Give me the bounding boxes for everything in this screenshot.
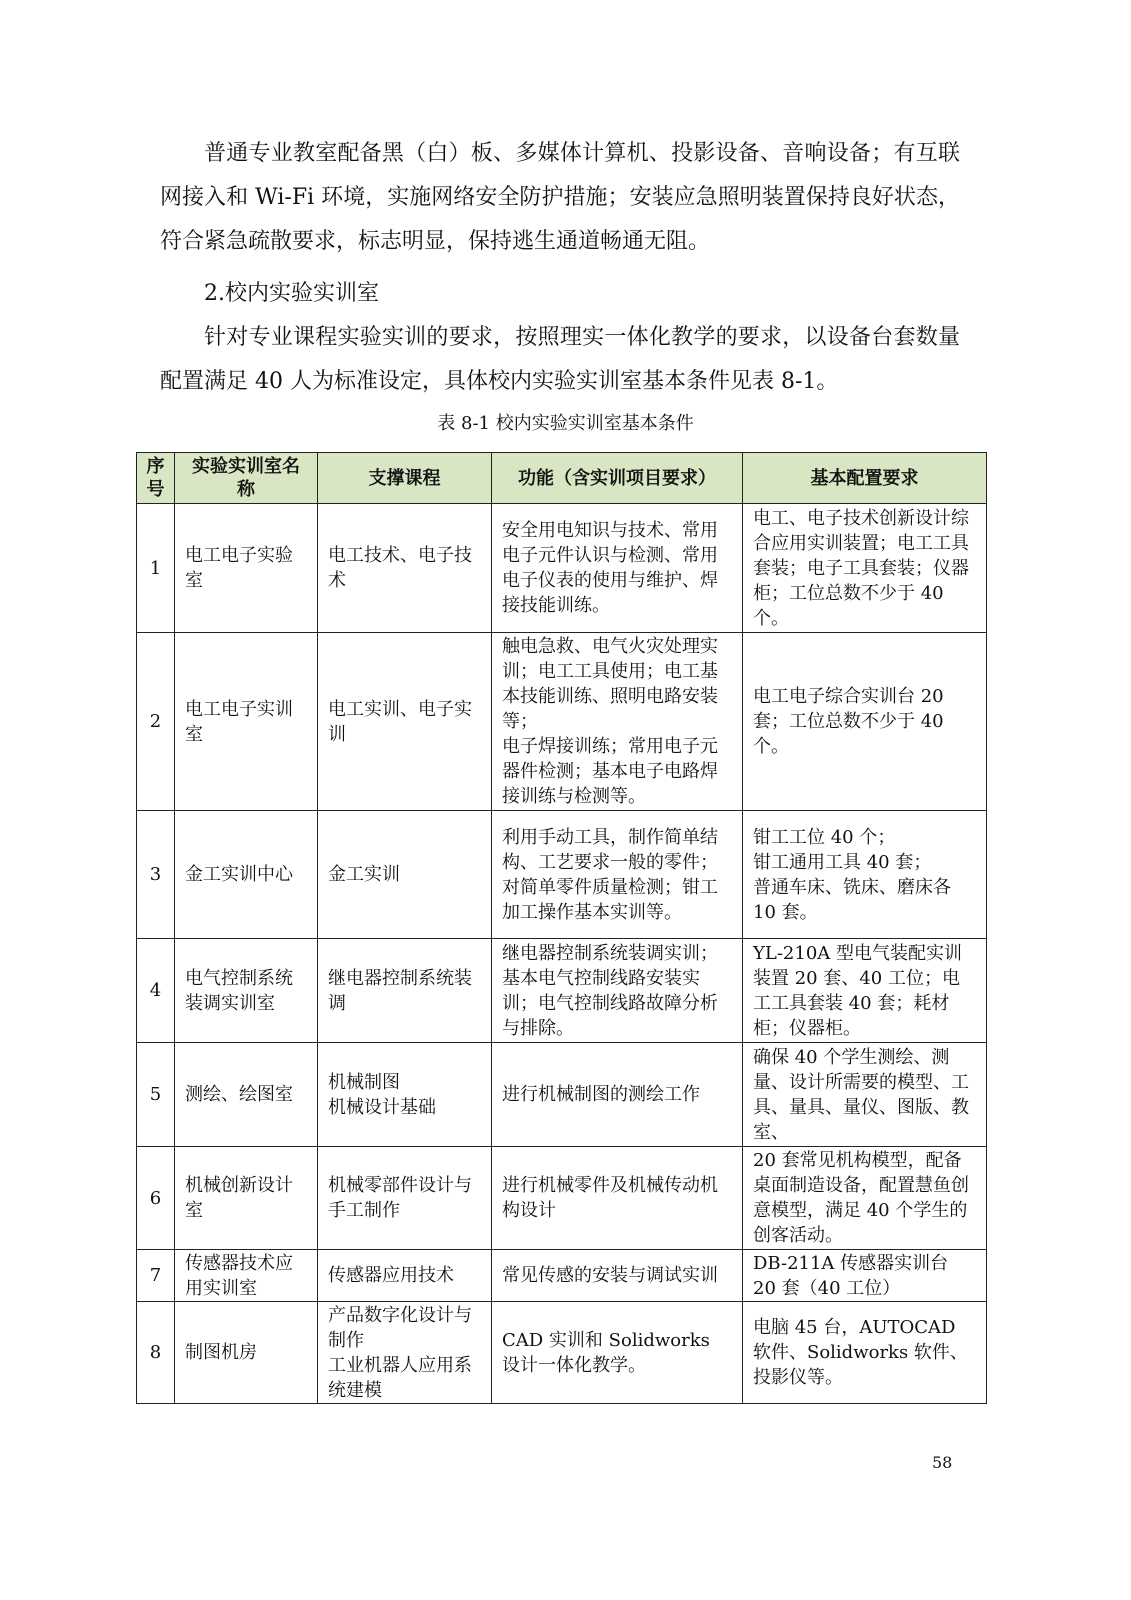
cell-course: 产品数字化设计与制作 工业机器人应用系统建模 <box>318 1302 492 1404</box>
cell-function: 触电急救、电气火灾处理实训；电工工具使用；电工基本技能训练、照明电路安装等； 电子焊接训练；常用电子元器件检测；基本电子电路焊接训练与检测等。 <box>492 633 743 811</box>
cell-lab-name: 测绘、绘图室 <box>175 1043 318 1147</box>
cell-lab-name: 机械创新设计室 <box>175 1147 318 1250</box>
cell-config: 电工电子综合实训台 20 套；工位总数不少于 40 个。 <box>743 633 987 811</box>
cell-function: 进行机械零件及机械传动机构设计 <box>492 1147 743 1250</box>
header-course: 支撑课程 <box>318 453 492 504</box>
cell-function: 常见传感的安装与调试实训 <box>492 1250 743 1302</box>
cell-function: CAD 实训和 Solidworks 设计一体化教学。 <box>492 1302 743 1404</box>
cell-lab-name: 制图机房 <box>175 1302 318 1404</box>
table-row <box>137 1250 987 1302</box>
page-number: 58 <box>932 1453 953 1472</box>
cell-no: 7 <box>137 1250 175 1302</box>
cell-no: 1 <box>137 504 175 633</box>
cell-course: 金工实训 <box>318 811 492 939</box>
paragraph-lab-intro: 针对专业课程实验实训的要求，按照理实一体化教学的要求，以设备台套数量配置满足 40 人为标准设定，具体校内实验实训室基本条件见表 8-1。 <box>160 325 960 394</box>
cell-course: 电工实训、电子实训 <box>318 633 492 811</box>
cell-no: 5 <box>137 1043 175 1147</box>
table-caption: 表 8-1 校内实验实训室基本条件 <box>437 413 694 434</box>
cell-config: YL-210A 型电气装配实训装置 20 套、40 工位；电工工具套装 40 套；耗材柜；仪器柜。 <box>743 939 987 1043</box>
lab-conditions-table <box>136 452 987 1404</box>
table-row <box>137 504 987 633</box>
table-row <box>137 1302 987 1404</box>
cell-function: 安全用电知识与技术、常用电子元件认识与检测、常用电子仪表的使用与维护、焊接技能训练。 <box>492 504 743 633</box>
header-no: 序号 <box>137 453 175 504</box>
cell-course: 电工技术、电子技术 <box>318 504 492 633</box>
cell-config: DB-211A 传感器实训台 20 套（40 工位） <box>743 1250 987 1302</box>
cell-course: 机械零部件设计与手工制作 <box>318 1147 492 1250</box>
cell-config: 电工、电子技术创新设计综合应用实训装置；电工工具套装；电子工具套装；仪器柜；工位总数不少于 40 个。 <box>743 504 987 633</box>
cell-course: 机械制图 机械设计基础 <box>318 1043 492 1147</box>
cell-lab-name: 电工电子实验室 <box>175 504 318 633</box>
cell-config: 电脑 45 台，AUTOCAD 软件、Solidworks 软件、投影仪等。 <box>743 1302 987 1404</box>
cell-course: 继电器控制系统装调 <box>318 939 492 1043</box>
table-row <box>137 811 987 939</box>
cell-config: 20 套常见机构模型，配备桌面制造设备，配置慧鱼创意模型，满足 40 个学生的创客活动。 <box>743 1147 987 1250</box>
cell-lab-name: 电工电子实训室 <box>175 633 318 811</box>
cell-function: 进行机械制图的测绘工作 <box>492 1043 743 1147</box>
table-row <box>137 939 987 1043</box>
cell-course: 传感器应用技术 <box>318 1250 492 1302</box>
section-heading: 2.校内实验实训室 <box>204 281 379 306</box>
cell-function: 继电器控制系统装调实训；基本电气控制线路安装实训；电气控制线路故障分析与排除。 <box>492 939 743 1043</box>
paragraph-classroom-equipment: 普通专业教室配备黑（白）板、多媒体计算机、投影设备、音响设备；有互联网接入和 Wi-Fi 环境，实施网络安全防护措施；安装应急照明装置保持良好状态，符合紧急疏散要求，标志明显，保持逃生通道畅通无阻。 <box>160 141 960 254</box>
table-header-row <box>137 453 987 504</box>
cell-config: 确保 40 个学生测绘、测量、设计所需要的模型、工具、量具、量仪、图版、教室、 <box>743 1043 987 1147</box>
cell-no: 3 <box>137 811 175 939</box>
cell-lab-name: 金工实训中心 <box>175 811 318 939</box>
table-row <box>137 633 987 811</box>
cell-config: 钳工工位 40 个； 钳工通用工具 40 套； 普通车床、铣床、磨床各 10 套。 <box>743 811 987 939</box>
cell-function: 利用手动工具，制作简单结构、工艺要求一般的零件；对简单零件质量检测；钳工加工操作基本实训等。 <box>492 811 743 939</box>
table-row <box>137 1043 987 1147</box>
header-config: 基本配置要求 <box>743 453 987 504</box>
header-lab-name: 实验实训室名称 <box>175 453 318 504</box>
table-row <box>137 1147 987 1250</box>
header-function: 功能（含实训项目要求） <box>492 453 743 504</box>
cell-no: 8 <box>137 1302 175 1404</box>
cell-no: 4 <box>137 939 175 1043</box>
cell-no: 2 <box>137 633 175 811</box>
cell-lab-name: 电气控制系统装调实训室 <box>175 939 318 1043</box>
cell-lab-name: 传感器技术应用实训室 <box>175 1250 318 1302</box>
cell-no: 6 <box>137 1147 175 1250</box>
